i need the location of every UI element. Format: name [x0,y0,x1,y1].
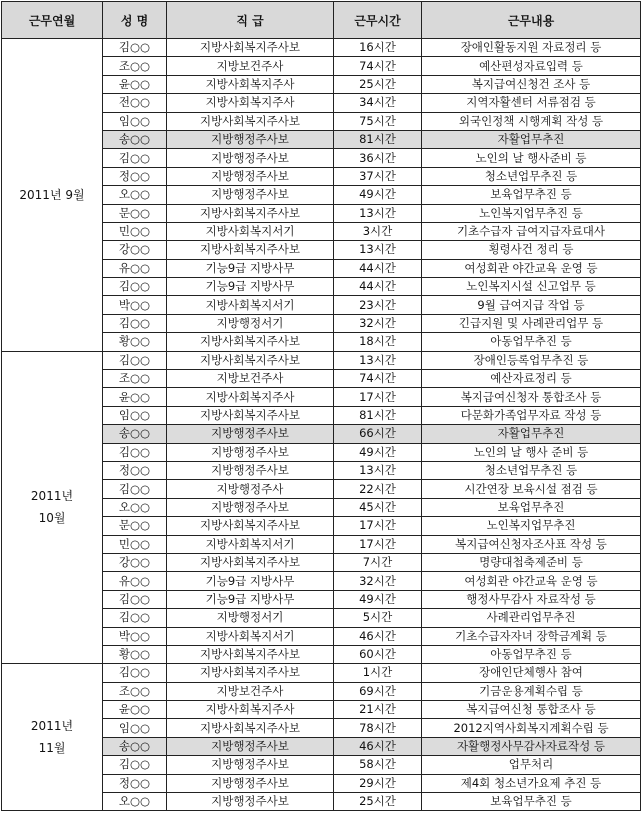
name-cell: 김○○ [103,590,167,608]
rank-cell: 지방보건주사 [167,682,334,700]
hours-cell: 13시간 [334,351,422,369]
rank-cell: 지방사회복지주사보 [167,204,334,222]
hours-cell: 49시간 [334,590,422,608]
name-cell: 김○○ [103,39,167,57]
name-cell: 윤○○ [103,701,167,719]
content-cell: 기초수급자자녀 장학금계획 등 [422,627,641,645]
name-cell: 김○○ [103,351,167,369]
name-cell: 조○○ [103,370,167,388]
rank-cell: 지방행정주사보 [167,737,334,755]
hours-cell: 60시간 [334,645,422,663]
header-row [2,2,641,39]
hours-cell: 69시간 [334,682,422,700]
name-cell: 민○○ [103,535,167,553]
rank-cell: 지방행정서기 [167,609,334,627]
hours-cell: 46시간 [334,627,422,645]
rank-cell: 지방사회복지주사보 [167,645,334,663]
month-cell [2,351,103,664]
hours-cell: 23시간 [334,296,422,314]
content-cell: 아동업무추진 등 [422,333,641,351]
hours-cell: 29시간 [334,774,422,792]
rank-cell: 지방사회복지주사보 [167,112,334,130]
table-row [2,351,641,369]
name-cell: 강○○ [103,553,167,571]
content-cell: 노인의 날 행사준비 등 [422,149,641,167]
content-cell: 횡령사건 정리 등 [422,241,641,259]
name-cell: 박○○ [103,296,167,314]
rank-cell: 지방사회복지주사보 [167,333,334,351]
content-cell: 다문화가족업무자료 작성 등 [422,406,641,424]
rank-cell: 지방행정주사보 [167,425,334,443]
name-cell: 송○○ [103,425,167,443]
header-hours: 근무시간 [334,2,422,39]
hours-cell: 37시간 [334,167,422,185]
content-cell: 여성회관 야간교육 운영 등 [422,259,641,277]
content-cell: 아동업무추진 등 [422,645,641,663]
rank-cell: 지방행정주사보 [167,461,334,479]
name-cell: 유○○ [103,259,167,277]
content-cell: 보육업무추진 등 [422,793,641,811]
rank-cell: 지방사회복지주사보 [167,406,334,424]
content-cell: 자활행정사무감사자료작성 등 [422,737,641,755]
rank-cell: 지방행정서기 [167,314,334,332]
content-cell: 노인복지시설 신고업무 등 [422,278,641,296]
rank-cell: 지방사회복지주사 [167,75,334,93]
hours-cell: 81시간 [334,130,422,148]
hours-cell: 49시간 [334,186,422,204]
hours-cell: 16시간 [334,39,422,57]
name-cell: 강○○ [103,241,167,259]
hours-cell: 44시간 [334,259,422,277]
content-cell: 업무처리 [422,756,641,774]
name-cell: 김○○ [103,149,167,167]
name-cell: 임○○ [103,406,167,424]
content-cell: 노인복지업무추진 등 [422,204,641,222]
name-cell: 황○○ [103,645,167,663]
name-cell: 정○○ [103,461,167,479]
rank-cell: 지방사회복지서기 [167,296,334,314]
content-cell: 복지급여신청 통합조사 등 [422,701,641,719]
rank-cell: 기능9급 지방사무 [167,590,334,608]
rank-cell: 기능9급 지방사무 [167,572,334,590]
name-cell: 김○○ [103,314,167,332]
month-cell [2,39,103,352]
rank-cell: 지방행정주사보 [167,130,334,148]
rank-cell: 지방행정주사보 [167,186,334,204]
rank-cell: 지방행정주사보 [167,149,334,167]
name-cell: 정○○ [103,774,167,792]
rank-cell: 지방사회복지서기 [167,535,334,553]
hours-cell: 21시간 [334,701,422,719]
hours-cell: 5시간 [334,609,422,627]
rank-cell: 지방사회복지주사보 [167,664,334,682]
rank-cell: 지방사회복지주사보 [167,39,334,57]
hours-cell: 66시간 [334,425,422,443]
content-cell: 행정사무감사 자료작성 등 [422,590,641,608]
hours-cell: 18시간 [334,333,422,351]
hours-cell: 75시간 [334,112,422,130]
content-cell: 복지급여신청자 통합조사 등 [422,388,641,406]
rank-cell: 지방사회복지주사 [167,701,334,719]
rank-cell: 지방사회복지주사보 [167,719,334,737]
rank-cell: 기능9급 지방사무 [167,278,334,296]
hours-cell: 17시간 [334,388,422,406]
table-row [2,664,641,682]
content-cell: 청소년업무추진 등 [422,167,641,185]
content-cell: 복지급여신청건 조사 등 [422,75,641,93]
content-cell: 기금운용계획수립 등 [422,682,641,700]
content-cell: 예산자료정리 등 [422,370,641,388]
overtime-work-table [1,1,641,811]
name-cell: 황○○ [103,333,167,351]
month-label: 2011년 9월 [19,187,85,202]
name-cell: 송○○ [103,737,167,755]
content-cell: 장애인등록업무추진 등 [422,351,641,369]
hours-cell: 34시간 [334,94,422,112]
rank-cell: 지방행정주사보 [167,793,334,811]
hours-cell: 7시간 [334,553,422,571]
content-cell: 장애인단체행사 참여 [422,664,641,682]
content-cell: 보육업무추진 [422,498,641,516]
month-cell [2,664,103,811]
rank-cell: 지방행정주사보 [167,443,334,461]
hours-cell: 36시간 [334,149,422,167]
rank-cell: 기능9급 지방사무 [167,259,334,277]
rank-cell: 지방보건주사 [167,57,334,75]
name-cell: 김○○ [103,443,167,461]
content-cell: 긴급지원 및 사례관리업무 등 [422,314,641,332]
content-cell: 장애인활동지원 자료정리 등 [422,39,641,57]
rank-cell: 지방사회복지주사보 [167,351,334,369]
rank-cell: 지방행정주사보 [167,167,334,185]
rank-cell: 지방사회복지주사보 [167,241,334,259]
hours-cell: 44시간 [334,278,422,296]
hours-cell: 25시간 [334,75,422,93]
hours-cell: 13시간 [334,461,422,479]
content-cell: 자활업무추진 [422,130,641,148]
content-cell: 복지급여신청자조사표 작성 등 [422,535,641,553]
name-cell: 조○○ [103,57,167,75]
content-cell: 노인의 날 행사 준비 등 [422,443,641,461]
name-cell: 박○○ [103,627,167,645]
header-month: 근무연월 [2,2,103,39]
rank-cell: 지방행정주사보 [167,498,334,516]
hours-cell: 25시간 [334,793,422,811]
content-cell: 명량대첩축제준비 등 [422,553,641,571]
name-cell: 오○○ [103,498,167,516]
month-label: 10월 [38,511,66,526]
content-cell: 제4회 청소년가요제 추진 등 [422,774,641,792]
name-cell: 문○○ [103,517,167,535]
name-cell: 오○○ [103,793,167,811]
hours-cell: 17시간 [334,517,422,535]
hours-cell: 13시간 [334,241,422,259]
table-body [2,39,641,811]
rank-cell: 지방사회복지서기 [167,627,334,645]
hours-cell: 45시간 [334,498,422,516]
name-cell: 임○○ [103,112,167,130]
content-cell: 자활업무추진 [422,425,641,443]
content-cell: 노인복지업무추진 [422,517,641,535]
content-cell: 외국인정책 시행계획 작성 등 [422,112,641,130]
hours-cell: 17시간 [334,535,422,553]
month-label: 2011년 [30,719,74,734]
rank-cell: 지방사회복지주사 [167,94,334,112]
name-cell: 김○○ [103,609,167,627]
rank-cell: 지방행정주사보 [167,774,334,792]
name-cell: 조○○ [103,682,167,700]
hours-cell: 1시간 [334,664,422,682]
header-content: 근무내용 [422,2,641,39]
hours-cell: 32시간 [334,572,422,590]
name-cell: 민○○ [103,222,167,240]
rank-cell: 지방행정주사보 [167,756,334,774]
hours-cell: 58시간 [334,756,422,774]
rank-cell: 지방사회복지서기 [167,222,334,240]
rank-cell: 지방사회복지주사 [167,388,334,406]
hours-cell: 3시간 [334,222,422,240]
content-cell: 지역자활센터 서류점검 등 [422,94,641,112]
hours-cell: 81시간 [334,406,422,424]
name-cell: 윤○○ [103,75,167,93]
content-cell: 청소년업무추진 등 [422,461,641,479]
content-cell: 사례관리업무추진 [422,609,641,627]
rank-cell: 지방사회복지주사보 [167,553,334,571]
name-cell: 윤○○ [103,388,167,406]
hours-cell: 46시간 [334,737,422,755]
name-cell: 전○○ [103,94,167,112]
month-label: 11월 [38,741,66,756]
hours-cell: 49시간 [334,443,422,461]
table-row [2,39,641,57]
content-cell: 보육업무추진 등 [422,186,641,204]
rank-cell: 지방보건주사 [167,370,334,388]
name-cell: 문○○ [103,204,167,222]
rank-cell: 지방행정주사 [167,480,334,498]
name-cell: 김○○ [103,480,167,498]
hours-cell: 22시간 [334,480,422,498]
name-cell: 유○○ [103,572,167,590]
hours-cell: 13시간 [334,204,422,222]
name-cell: 김○○ [103,664,167,682]
name-cell: 김○○ [103,278,167,296]
content-cell: 시간연장 보육시설 점검 등 [422,480,641,498]
content-cell: 기초수급자 급여지급자료대사 [422,222,641,240]
name-cell: 송○○ [103,130,167,148]
name-cell: 김○○ [103,756,167,774]
hours-cell: 74시간 [334,57,422,75]
content-cell: 2012지역사회복지계획수립 등 [422,719,641,737]
hours-cell: 78시간 [334,719,422,737]
name-cell: 임○○ [103,719,167,737]
content-cell: 예산편성자료입력 등 [422,57,641,75]
name-cell: 정○○ [103,167,167,185]
name-cell: 오○○ [103,186,167,204]
hours-cell: 32시간 [334,314,422,332]
content-cell: 9월 급여지급 작업 등 [422,296,641,314]
content-cell: 여성회관 야간교육 운영 등 [422,572,641,590]
header-rank: 직 급 [167,2,334,39]
month-label: 2011년 [30,489,74,504]
hours-cell: 74시간 [334,370,422,388]
header-name: 성 명 [103,2,167,39]
rank-cell: 지방사회복지주사보 [167,517,334,535]
